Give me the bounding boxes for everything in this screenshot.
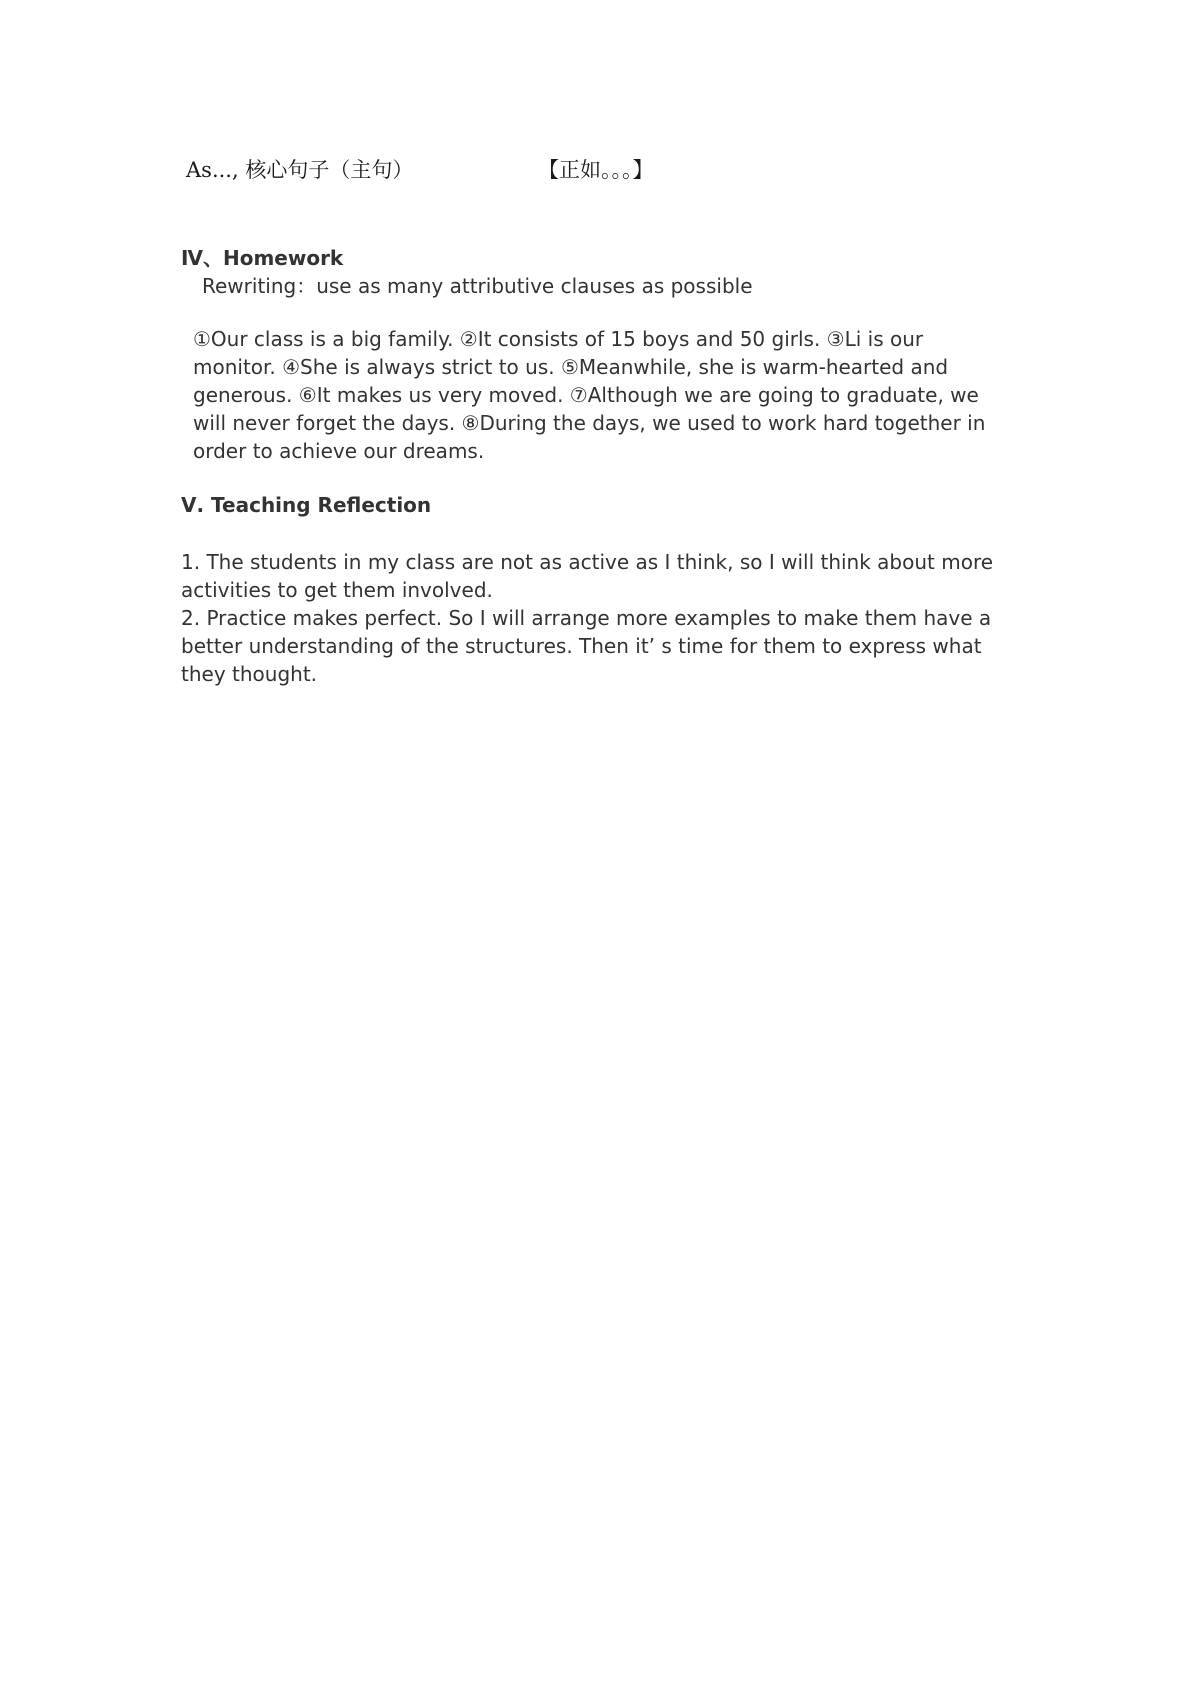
as-sentence-pattern	[186, 154, 654, 184]
reflection-heading: Ⅴ. Teaching Reflection	[181, 493, 432, 517]
homework-heading: Ⅳ、Homework	[181, 246, 344, 270]
as-pattern-left: As..., 核心句子（主句）	[186, 158, 414, 182]
homework-passage-text: ①Our class is a big family. ②It consists of 15 boys and 50 girls. ③Li is our monitor. ④She is always strict to us. ⑤Meanwhile, she is warm-hearted and generous. ⑥It makes us very moved. ⑦Although we are going to graduate, we will never forget the days. ⑧During the days, we used to work hard together in order to achieve our dreams.	[193, 327, 986, 463]
reflection-item: 2. Practice makes perfect. So I will arrange more examples to make them have a better understanding of the structures. Then it’ s time for them to express what they thought.	[181, 606, 992, 686]
homework-instruction: Rewriting：use as many attributive clauses as possible	[202, 274, 753, 298]
reflection-item: 1. The students in my class are not as active as I think, so I will think about more activities to get them involved.	[181, 550, 994, 602]
reflection-list	[181, 548, 1011, 688]
homework-passage	[181, 325, 1011, 465]
as-pattern-meaning: 【正如。。。】	[538, 158, 654, 182]
